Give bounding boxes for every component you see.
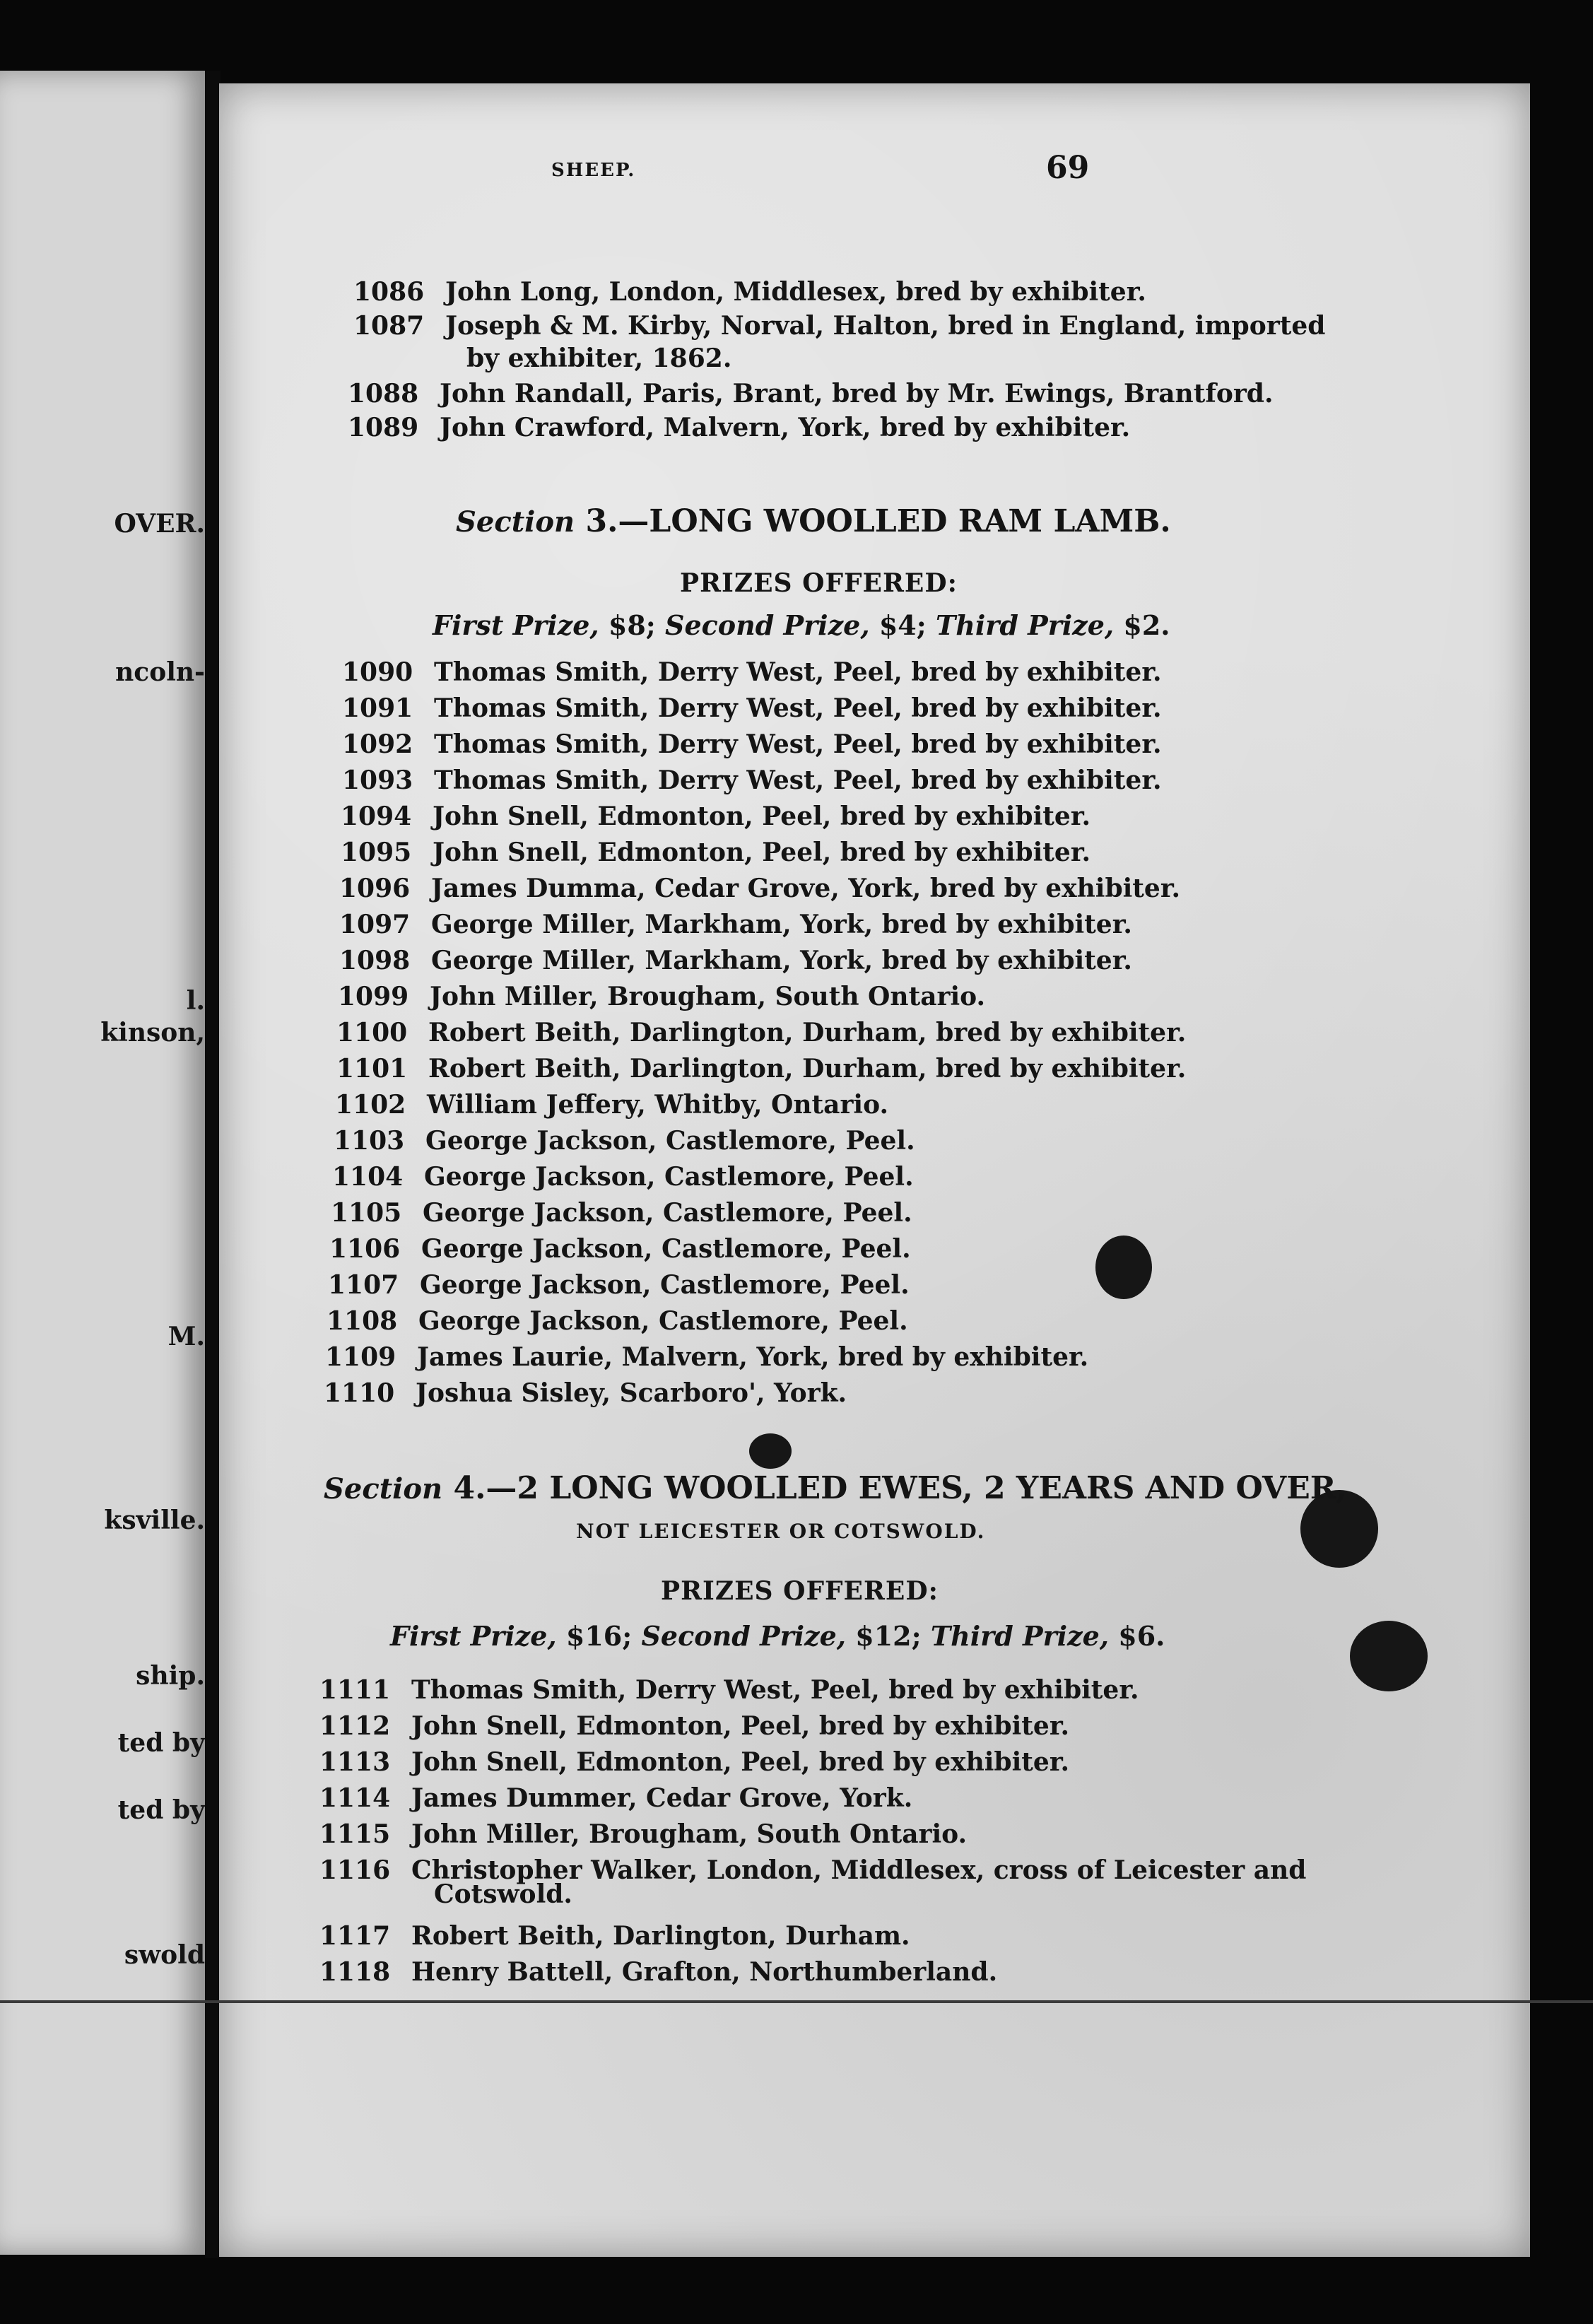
- entry-row: [339, 946, 1132, 975]
- entry-number: 1115: [319, 1819, 391, 1849]
- entry-continuation: Cotswold.: [434, 1879, 572, 1909]
- prize-amounts: [390, 1620, 1165, 1652]
- section-4-title: [324, 1470, 1347, 1506]
- entry-number: 1108: [327, 1306, 398, 1336]
- entry-text: John Miller, Brougham, South Ontario.: [411, 1819, 968, 1849]
- entry-text: George Miller, Markham, York, bred by exhibiter.: [431, 910, 1132, 939]
- first-prize-label: First Prize,: [390, 1620, 557, 1652]
- third-prize-amount: $6.: [1118, 1620, 1165, 1652]
- entry-row: [332, 1162, 914, 1192]
- prizes-offered-heading: PRIZES OFFERED:: [680, 568, 958, 598]
- third-prize-amount: $2.: [1123, 609, 1170, 641]
- entry-number: 1110: [324, 1378, 395, 1408]
- entry-number: 1103: [334, 1126, 405, 1156]
- entry-number: 1100: [336, 1018, 408, 1047]
- facing-page-fragment: [0, 71, 205, 2255]
- entry-number: 1101: [336, 1054, 408, 1084]
- facing-page-text: l.: [186, 986, 205, 1016]
- entry-text: George Jackson, Castlemore, Peel.: [418, 1306, 908, 1336]
- entry-text: Robert Beith, Darlington, Durham.: [411, 1921, 910, 1951]
- entry-row: [329, 1234, 911, 1264]
- ink-blot: [749, 1433, 792, 1469]
- section-heading: 4.—2 LONG WOOLLED EWES, 2 YEARS AND OVER,: [453, 1470, 1347, 1506]
- entry-text: Thomas Smith, Derry West, Peel, bred by exhibiter.: [411, 1675, 1139, 1705]
- entry-row: [336, 1018, 1186, 1047]
- entry-row: [319, 1675, 1139, 1705]
- entry-text: James Dummer, Cedar Grove, York.: [411, 1783, 913, 1813]
- entry-row: [331, 1198, 912, 1228]
- entry-number: 1086: [353, 277, 425, 307]
- entry-row: [342, 729, 1162, 759]
- facing-page-text: ship.: [136, 1661, 205, 1691]
- entry-number: 1107: [328, 1270, 399, 1300]
- entry-text: Thomas Smith, Derry West, Peel, bred by exhibiter.: [434, 657, 1162, 687]
- entry-number: 1096: [339, 874, 411, 903]
- facing-page-text: kinson,: [100, 1018, 205, 1047]
- facing-page-text: ted by: [117, 1728, 205, 1758]
- entry-row: [339, 910, 1132, 939]
- entry-row: [319, 1921, 910, 1951]
- entry-row: [353, 311, 1326, 373]
- entry-row: [342, 765, 1162, 795]
- entry-number: 1098: [339, 946, 411, 975]
- entry-text: Robert Beith, Darlington, Durham, bred by exhibiter.: [428, 1018, 1187, 1047]
- entry-number: 1111: [319, 1675, 391, 1705]
- entry-text: George Jackson, Castlemore, Peel.: [421, 1234, 911, 1264]
- entry-number: 1109: [325, 1342, 396, 1372]
- prize-amounts: [433, 609, 1170, 641]
- entry-text: John Snell, Edmonton, Peel, bred by exhibiter.: [411, 1747, 1070, 1777]
- entry-row: [327, 1306, 908, 1336]
- entry-number: 1117: [319, 1921, 391, 1951]
- entry-number: 1093: [342, 765, 413, 795]
- entry-text: George Jackson, Castlemore, Peel.: [424, 1162, 914, 1192]
- section-3-title: [456, 503, 1171, 539]
- entry-text: Henry Battell, Grafton, Northumberland.: [411, 1957, 998, 1987]
- page-number: 69: [1046, 150, 1090, 186]
- facing-page-text: OVER.: [114, 509, 205, 539]
- entry-row: [353, 277, 1146, 307]
- entry-row: [341, 838, 1091, 867]
- page-header: [0, 150, 1593, 192]
- entry-number: 1088: [348, 379, 419, 409]
- second-prize-label: Second Prize,: [665, 609, 870, 641]
- entry-number: 1116: [319, 1855, 391, 1885]
- second-prize-label: Second Prize,: [641, 1620, 847, 1652]
- horizontal-rule: [0, 2000, 1593, 2003]
- entry-text: James Laurie, Malvern, York, bred by exhibiter.: [417, 1342, 1089, 1372]
- entry-row: [348, 413, 1130, 442]
- entry-text: James Dumma, Cedar Grove, York, bred by exhibiter.: [431, 874, 1181, 903]
- entry-text: John Long, London, Middlesex, bred by exhibiter.: [445, 277, 1146, 307]
- book-gutter: [205, 71, 221, 2258]
- entry-row: [324, 1378, 847, 1408]
- entry-number: 1114: [319, 1783, 391, 1813]
- entry-number: 1091: [342, 693, 413, 723]
- third-prize-label: Third Prize,: [930, 1620, 1110, 1652]
- entry-text: William Jeffery, Whitby, Ontario.: [427, 1090, 889, 1120]
- facing-page-text: ncoln-: [115, 657, 205, 687]
- running-head: SHEEP.: [551, 160, 636, 181]
- section-label: Section: [324, 1472, 443, 1506]
- entry-number: 1097: [339, 910, 411, 939]
- second-prize-amount: $12;: [855, 1620, 922, 1652]
- entry-text: Joshua Sisley, Scarboro', York.: [416, 1378, 847, 1408]
- entry-row: [325, 1342, 1088, 1372]
- entry-row: [336, 1054, 1186, 1084]
- section-4-subtitle: NOT LEICESTER OR COTSWOLD.: [576, 1520, 986, 1543]
- entry-text: John Randall, Paris, Brant, bred by Mr. Ewings, Brantford.: [440, 379, 1274, 409]
- entry-text: Robert Beith, Darlington, Durham, bred by exhibiter.: [428, 1054, 1187, 1084]
- entry-text: George Jackson, Castlemore, Peel.: [425, 1126, 915, 1156]
- entry-text: George Jackson, Castlemore, Peel.: [420, 1270, 910, 1300]
- entry-row: [342, 693, 1162, 723]
- entry-number: 1102: [335, 1090, 406, 1120]
- first-prize-amount: $8;: [608, 609, 656, 641]
- entry-text: Thomas Smith, Derry West, Peel, bred by exhibiter.: [434, 729, 1162, 759]
- first-prize-label: First Prize,: [433, 609, 599, 641]
- entry-row: [338, 982, 985, 1011]
- entry-number: 1113: [319, 1747, 391, 1777]
- entry-number: 1092: [342, 729, 413, 759]
- second-prize-amount: $4;: [878, 609, 927, 641]
- entry-text: George Jackson, Castlemore, Peel.: [423, 1198, 912, 1228]
- entry-row: [319, 1783, 912, 1813]
- entry-text: John Crawford, Malvern, York, bred by exhibiter.: [440, 413, 1131, 442]
- third-prize-label: Third Prize,: [935, 609, 1115, 641]
- entry-number: 1090: [342, 657, 413, 687]
- entry-number: 1104: [332, 1162, 404, 1192]
- entry-row: [319, 1711, 1069, 1741]
- entry-row: [319, 1747, 1069, 1777]
- entry-number: 1087: [353, 311, 425, 341]
- section-heading: 3.—LONG WOOLLED RAM LAMB.: [585, 503, 1171, 539]
- entry-row: [319, 1819, 967, 1849]
- entry-text: Joseph & M. Kirby, Norval, Halton, bred in England, imported: [445, 311, 1326, 341]
- section-label: Section: [456, 505, 575, 539]
- facing-page-text: ksville.: [104, 1506, 205, 1535]
- entry-text: Thomas Smith, Derry West, Peel, bred by exhibiter.: [434, 765, 1162, 795]
- entry-text: John Snell, Edmonton, Peel, bred by exhibiter.: [411, 1711, 1070, 1741]
- entry-row: [342, 657, 1162, 687]
- facing-page-text: M.: [167, 1322, 205, 1351]
- facing-page-text: ted by: [117, 1795, 205, 1825]
- first-prize-amount: $16;: [565, 1620, 633, 1652]
- entry-number: 1099: [338, 982, 409, 1011]
- entry-number: 1089: [348, 413, 419, 442]
- entry-number: 1094: [341, 802, 412, 831]
- entry-text: John Snell, Edmonton, Peel, bred by exhibiter.: [433, 838, 1091, 867]
- facing-page-text: swold: [124, 1940, 205, 1970]
- entry-text: George Miller, Markham, York, bred by exhibiter.: [431, 946, 1132, 975]
- prizes-offered-heading: PRIZES OFFERED:: [661, 1576, 939, 1606]
- entry-row: [334, 1126, 915, 1156]
- entry-continuation: by exhibiter, 1862.: [466, 344, 732, 373]
- ink-blot: [1095, 1236, 1152, 1299]
- entry-row: [339, 874, 1180, 903]
- entry-number: 1095: [341, 838, 412, 867]
- entry-text: Christopher Walker, London, Middlesex, cross of Leicester and: [411, 1855, 1307, 1885]
- entry-number: 1105: [331, 1198, 402, 1228]
- entry-row: [341, 802, 1091, 831]
- ink-blot: [1350, 1621, 1428, 1691]
- entry-number: 1112: [319, 1711, 391, 1741]
- entry-row: [319, 1855, 1307, 1909]
- entry-number: 1106: [329, 1234, 401, 1264]
- entry-row: [319, 1957, 997, 1987]
- entry-row: [335, 1090, 888, 1120]
- entry-number: 1118: [319, 1957, 391, 1987]
- entry-text: John Miller, Brougham, South Ontario.: [430, 982, 986, 1011]
- entry-row: [328, 1270, 910, 1300]
- entry-text: John Snell, Edmonton, Peel, bred by exhibiter.: [433, 802, 1091, 831]
- entry-text: Thomas Smith, Derry West, Peel, bred by exhibiter.: [434, 693, 1162, 723]
- entry-row: [348, 379, 1274, 409]
